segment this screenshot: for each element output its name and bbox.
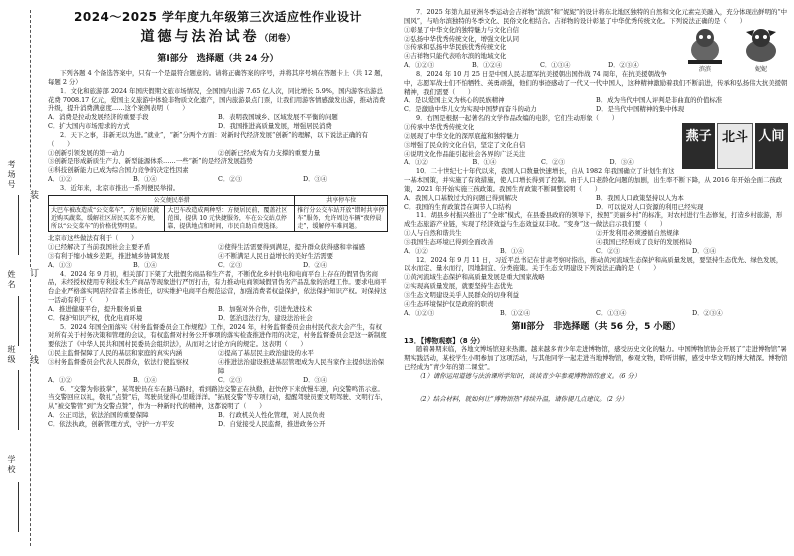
q4-option-d: D．惩治违法行为，建设法治社会 <box>218 313 313 322</box>
q3-option-c: C．②③ <box>218 260 243 269</box>
binding-strip <box>0 0 44 556</box>
q5-item-1: ①民主监督保障了人民的基层和家庭的真实内涵 <box>48 349 183 358</box>
part1-heading: 第Ⅰ部分 选择题（共 24 分） <box>157 54 279 64</box>
q6-option-d: D．自觉接受人民监督，推进政务公开 <box>218 419 326 428</box>
q6-option-b: B．行政机关人性化管理，对人民负责 <box>218 411 325 420</box>
book-cover-2: 北斗 <box>717 123 752 169</box>
binding-mark-ding: 订 <box>28 268 38 277</box>
question-2: 2．天下之事，非新无以为进。”就业”，“新”分两个方面：对新时代经济发展“创新”的理解，以下说法正确的有（ ） ①创新引领发展的第一动力 ②创新已经成为有力支撑的重要力量 ③创新是形成新质生产力、新型能源体系……一些“新”的是经济发展趋势 ④科技创新能力已成为综合国力竞争的决定性因素 A．①② B．①④ C．②③ D．③④ <box>48 131 388 184</box>
q3-option-b: B．①④ <box>133 260 157 269</box>
q4-option-b: B．加强对外合作，引进先进技术 <box>218 304 313 313</box>
q12-option-d: D．②③④ <box>692 308 723 317</box>
q11-option-a: A．①② <box>404 246 428 255</box>
q7-item-4: ④吉祥物只能代表哈尔滨的地域文化 <box>404 52 507 61</box>
q1-option-a: A．消费是拉动发展经济的重要手段 <box>48 113 149 122</box>
question-10: 10．二十世纪七十年代以来，我国人口数量快速增长，自从 1982 年我国确立了计划生育这一基本国策，并实施了有效措施，使人口增长得到了控制。由于人口老龄化问题的加剧，出生率不断下降，从 2016 年开始全面二孩政策，2021 年开始实施三孩政策。我国生育政策不断调整说明（ ） A．我国人口基数过大的问题已得到解决 B．我国人口政策坚持以人为本 C．我国的生育政策旨在调节人口结构 D．可以说对人口资源的利用已经实现 <box>404 167 788 211</box>
q8-option-b: B．成为当代中国人评判是非曲直的价值标准 <box>596 96 723 105</box>
q12-item-1: ①黄河流域生态保护和高质量发展是重大国家战略 <box>404 273 545 282</box>
question-11: 11．胡县乡村振兴推出了“全球”模式，在县委县政府的领导下，按照“美丽乡村”的标准，对农村进行生态修复，打造乡村旅游，形成生态旅游产业链，实现了经济效益与生态效益双丰收。“变身”这一做法启示我们要（ ） ①人与自然和谐共生 ②开发利用必须遵循自然规律 ③我国生态环境已得到全面改善 ④我国已经形成了良好的发展格局 A．①② B．①④ C．②③ D．③④ <box>404 211 788 255</box>
question-9: 9．右图是根据一起著名的文学作品改编的电影，它们生动形象（ ） 燕子 北斗 人间 ①传承中华优秀传统文化 ②展现了中华文化的深厚底蕴和独特魅力 ③增强了民众的文化自信，坚定了文化自信 ④说明文化作品能引起社会各界的广泛关注 A．①② B．①④ C．②③ D．③④ <box>404 114 788 167</box>
q6-option-a: A．公正司法，依法治国的重要保障 <box>48 411 149 420</box>
q9-item-2: ②展现了中华文化的深厚底蕴和独特魅力 <box>404 131 520 140</box>
q2-option-b: B．①④ <box>133 175 157 184</box>
q9-option-c: C．②③ <box>541 158 566 167</box>
q5-item-4: ④推进法治建设推进基层管理成为人民当家作主提供法治保障 <box>218 358 385 375</box>
q7-option-a: A．①②③ <box>404 61 435 70</box>
q12-option-b: B．①②④ <box>500 308 531 317</box>
book-cover-3: 人间 <box>755 123 788 169</box>
q10-option-d: D．可以说对人口资源的利用已经实现 <box>596 202 704 211</box>
q2-item-3: ③创新是形成新质生产力、新型能源体系……一些“新”的是经济发展趋势 <box>48 157 253 166</box>
mascot-nini-image <box>736 26 786 66</box>
q9-item-1: ①传承中华优秀传统文化 <box>404 122 475 131</box>
mascot-binbin-image <box>680 26 730 66</box>
q10-option-b: B．我国人口政策坚持以人为本 <box>596 193 684 202</box>
q5-option-c: C．②③ <box>218 375 243 384</box>
question-12: 12．2024 年 9 月 11 日，习近平总书记在甘肃考察时指出，推动黄河流域生态保护和高质量发展，要坚持生态优先、绿色发展，以水而定、量水而行，因地制宜、分类施策。关于生态文明建设下列说法正确的是（ ） ①黄河流域生态保护和高质量发展是重大国家战略 ②实现高质量发展，就要坚持生态优先 ③生态文明建设关乎人民群众的切身利益 ④生态环境保护仅是政府的职责 A．①②③ B．①②④ C．①③④ D．②③④ <box>404 256 788 318</box>
binding-blank-class <box>18 370 19 430</box>
q5-item-3: ③村务监督委员会代表人民群众，依法行使监察权 <box>48 358 189 366</box>
q11-item-4: ④我国已经形成了良好的发展格局 <box>596 237 692 246</box>
binding-label-name: 姓名 <box>7 270 16 290</box>
q5-option-b: B．①④ <box>133 375 157 384</box>
q10-option-a: A．我国人口基数过大的问题已得到解决 <box>404 193 518 202</box>
binding-label-school: 学校 <box>7 455 16 475</box>
q3-table-cell: 推行分公交车站开放“错时共享停车”服务，允许周边车辆“夜停晨走”，缓解停车难问题。 <box>295 206 388 232</box>
q6-option-c: C．依法执政，创新管理方式，守护一方平安 <box>48 419 175 428</box>
right-column <box>404 8 788 404</box>
q9-book-covers <box>682 123 788 169</box>
q1-option-d: D．我国推进高质量发展，增强居民消费 <box>218 122 332 131</box>
q3-table <box>48 195 388 232</box>
q12-item-3: ③生态文明建设关乎人民群众的切身利益 <box>404 291 520 299</box>
q7-option-d: D．②③④ <box>608 61 639 70</box>
q3-item-2: ②使得生活需要得到满足，提升群众获得感和幸福感 <box>218 243 365 252</box>
question-7: 7．2025 年第九届亚洲冬季运动会吉祥物“滨滨”和“妮妮”的设计将东北地区独特的自然和文化元素完美融入，充分体现出鲜明的“中国风”，与哈尔滨独特的冬季文化、民俗文化相结合。吉祥物的设计彰显了中华优秀传统文化。下列说法正确的是（ ） 滨滨 妮妮 ①彰显了中华文化的独特魅力与文化自信 ②弘扬中华优秀传统文化，增强文化认同 ③传承和弘扬中华民族优秀传统文化 ④吉祥物只能代表哈尔滨的地域文化 A．①②③ B．①②④ C．①③④ D．②③④ <box>404 8 788 73</box>
q7-item-2: ②弘扬中华优秀传统文化，增强文化认同 <box>404 34 520 43</box>
q2-item-2: ②创新已经成为有力支撑的重要力量 <box>218 148 321 157</box>
q1-option-b: B．表明我国城乡、区域发展不平衡的问题 <box>218 113 338 122</box>
q2-option-d: D．③④ <box>303 175 328 184</box>
exam-title: 2024～2025 学年度九年级第三次适应性作业设计 <box>74 10 362 24</box>
q7-mascot-figure <box>680 26 788 74</box>
q9-option-d: D．③④ <box>609 158 634 167</box>
q9-item-4: ④说明文化作品能引起社会各界的广泛关注 <box>404 149 526 158</box>
q3-option-d: D．②④ <box>303 260 328 269</box>
q5-option-a: A．①② <box>48 375 72 384</box>
q3-table-cell: 大巴车改造成两种型：方便居民前，覆盖社区范围，提供 10 元快捷服务，车在公交站点停靠，提供地点和时间，市民自助自费选择。 <box>165 206 295 232</box>
q7-item-1: ①彰显了中华文化的独特魅力与文化自信 <box>404 25 520 34</box>
q2-item-1: ①创新引领发展的第一动力 <box>48 148 125 157</box>
q13-sub-2: （2）结合材料，就如何让“博物馆热”持续升温，请你提几点建议。（2 分） <box>416 394 628 403</box>
q3-item-3: ③有利于缩小城乡差距，推进城乡协调发展 <box>48 251 170 260</box>
q11-item-2: ②开发利用必须遵循自然规律 <box>596 229 680 238</box>
question-1: 1．文化和旅游部 2024 年国庆假期文旅市场情况，全国国内出游 7.65 亿人次，同比增长 5.9%，国内游客出游总花费 7008.17 亿元，爱国主义旅游中体验非物质文化遗产，国内旅游景点门票，让我们用游客情感激发出游，推动消费升级，提升消费满意度……这个案例表明（ ） A．消费是拉动发展经济的重要手段 B．表明我国城乡、区域发展不平衡的问题 C．扩大国内市场需求的方式 D．我国推进高质量发展，增强居民消费 <box>48 87 388 131</box>
q13-label: 13．【博物观察】（8 分） <box>404 336 485 345</box>
binding-label-room: 考场号 <box>7 160 16 190</box>
part2-heading: 第Ⅱ部分 非选择题（共 56 分，5 小题） <box>511 321 681 332</box>
q9-option-a: A．①② <box>404 158 428 167</box>
q3-table-header-bus: 公交便民举措 <box>49 195 295 206</box>
q7-caption-nini: 妮妮 <box>754 65 767 73</box>
q3-item-4: ④不断满足人民日益增长的美好生活需要 <box>218 251 334 260</box>
q13-sub-1: （1）请你运用道德与法治课所学知识，谈谈青少年参观博物馆的意义。（6 分） <box>416 371 641 380</box>
q2-item-4: ④科技创新能力已成为综合国力竞争的决定性因素 <box>48 166 189 175</box>
q11-option-c: C．②③ <box>596 246 621 255</box>
question-3: 3．近年来，北京市推出一系列便民举措。 公交便民举措 共享停车位 大巴车被改造成“公交菜车”，方便居民就近购买蔬菜，缓解社区居民买菜不方便，所以“公交菜车”的价格优势明显。 大巴车改造成两种型：方便居民前，覆盖社区范围，提供 10 元快捷服务，车在公交站点停靠，提供地点和时间，市民自助自费选择。 推行分公交车站开放“错时共享停车”服务，允许周边车辆“夜停晨走”，缓解停车难问题。 北京市这些做法有利于（ ） ①已经解决了当前我国社会主要矛盾 ②使得生活需要得到满足，提升群众获得感和幸福感 ③有利于缩小城乡差距，推进城乡协调发展 ④不断满足人民日益增长的美好生活需要 A．①③ B．①④ C．②③ D．②④ <box>48 184 388 270</box>
q4-option-c: C．保护知识产权，优化电商环境 <box>48 313 143 322</box>
exam-subject: 道德与法治试卷（闭卷） <box>140 29 296 45</box>
part1-instruction: 下列各题 4 个备选答案中，只有一个是最符合题意的。请将正确答案的序号，并将其序号填在答题卡上（共 12 题，每题 2 分） <box>48 69 388 86</box>
q5-item-2: ②提高了基层民主政治建设的水平 <box>218 349 314 358</box>
q3-item-1: ①已经解决了当前我国社会主要矛盾 <box>48 243 151 252</box>
question-13 <box>404 337 788 404</box>
q12-item-2: ②实现高质量发展，就要坚持生态优先 <box>404 282 513 291</box>
q1-option-c: C．扩大国内市场需求的方式 <box>48 122 130 131</box>
q11-item-3: ③我国生态环境已得到全面改善 <box>404 237 494 246</box>
q7-option-b: B．①②④ <box>472 61 503 70</box>
q8-option-c: C．是激励中华儿女为实现中国梦而奋斗的动力 <box>404 105 537 114</box>
q9-item-3: ③增强了民众的文化自信，坚定了文化自信 <box>404 140 526 149</box>
q12-option-a: A．①②③ <box>404 308 435 317</box>
binding-blank-room <box>18 195 19 255</box>
q2-option-a: A．①② <box>48 175 72 184</box>
question-4: 4．2024 年 9 月初，相关部门下架了大批假劣商品和生产者，不断优化乡村供电和电商平台上存在的假冒伪劣商品，未经授权使用专利技术生产商品等现象进行严厉打击，有力推动电商领域假冒伪劣产品乱象的治理工作。要求电商平台企业严格落实网店经营者主体责任，切实维护电商平台规范运营，加强消费者权益保护，依法保护知识产权。对保持这一活动有利于（ ） A．推进健康平台，提升服务质量 B．加强对外合作，引进先进技术 C．保护知识产权，优化电商环境 D．惩治违法行为，建设法治社会 <box>48 269 387 322</box>
q7-option-c: C．①③④ <box>540 61 571 70</box>
q7-caption-binbin: 滨滨 <box>698 65 711 73</box>
q3-table-header-parking: 共享停车位 <box>295 195 388 206</box>
book-cover-1: 燕子 <box>682 123 715 169</box>
question-6: 6．“交警为你鼓掌”，某驾驶员在车在路马路时，看到路边交警正在执勤，赶快停下来放慢车速，向交警鸣笛示意。当交警回应以礼，敬礼“点赞”后，驾驶员觉得心里暖洋洋。“拓展交警”等专项行动，提醒驾驶员要文明驾驶、文明行车，从“被交警管”到“为交警点赞”，作为一种新时代的精神，这都说明了（ ） A．公正司法，依法治国的重要保障 B．行政机关人性化管理，对人民负责 C．依法执政，创新管理方式，守护一方平安 D．自觉接受人民监督，推进政务公开 <box>48 384 387 428</box>
q5-option-d: D．③④ <box>303 375 328 384</box>
q3-table-cell: 大巴车被改造成“公交菜车”，方便居民就近购买蔬菜，缓解社区居民买菜不方便，所以“公交菜车”的价格优势明显。 <box>49 206 165 232</box>
q11-option-d: D．③④ <box>692 246 717 255</box>
q11-item-1: ①人与自然和谐共生 <box>404 229 462 238</box>
binding-mark-zhuang: 装 <box>28 190 38 199</box>
q8-option-a: A．是以爱国主义为核心的民族精神 <box>404 96 505 105</box>
binding-blank-name <box>18 296 19 346</box>
q7-item-3: ③传承和弘扬中华民族优秀传统文化 <box>404 43 507 52</box>
binding-label-class: 班级 <box>7 345 16 365</box>
q4-option-a: A．推进健康平台，提升服务质量 <box>48 304 143 313</box>
q3-option-a: A．①③ <box>48 260 72 269</box>
binding-mark-xian: 线 <box>28 355 38 364</box>
q12-item-4: ④生态环境保护仅是政府的职责 <box>404 299 494 308</box>
q9-option-b: B．①④ <box>472 158 497 167</box>
q13-material: 随着暑期来临，各地文博场馆迎来热潮。越来越多青少年走进博物馆，感受历史文化的魅力。中国博物馆协会开展了“走进博物馆”暑期实践活动，某校学生小明参加了这项活动，与其他同学一起走进当地博物馆，参观文物，聆听讲解，感受中华文明的博大精深。博物馆已经成为“青少年的第二课堂”。 <box>404 345 788 372</box>
question-5: 5．2024 年国全面落实《村务监督委员会工作规程》工作，2024 年，村务监督委员会由村民代表大会产生，有权对所有关于村务决策和管理的会议，有权监督对村务公开事项的落实检查推进作用的决定，村务监督委员会是这一新制度要依法了《中华人民共和国村民委员会组织法》，从而对之讨论方向的规定。这表明（ ） ①民主监督保障了人民的基层和家庭的真实内涵 ②提高了基层民主政治建设的水平 ③村务监督委员会代表人民群众，依法行使监察权 ④推进法治建设推进基层管理成为人民当家作主提供法治保障 A．①② B．①④ C．②③ D．③④ <box>48 322 387 384</box>
q11-option-b: B．①④ <box>500 246 524 255</box>
left-column <box>48 8 388 429</box>
q8-option-d: D．是当代中国精神的集中体现 <box>596 105 685 114</box>
q12-option-c: C．①③④ <box>596 308 627 317</box>
question-8: 8．2024 年 10 月 25 日是中国人民志愿军抗美援朝出国作战 74 周年，在抗美援朝战争中，志愿军战士们不怕牺牲、英勇顽强，他们的事迹感动了一代又一代中国人，这种精神激励着我们不断前进，传承和弘扬伟大抗美援朝精神，我们需要（ ） A．是以爱国主义为核心的民族精神 B．成为当代中国人评判是非曲直的价值标准 C．是激励中华儿女为实现中国梦而奋斗的动力 D．是当代中国精神的集中体现 <box>404 69 788 114</box>
q10-option-c: C．我国的生育政策旨在调节人口结构 <box>404 202 512 211</box>
binding-dashed-line <box>30 10 31 546</box>
q2-option-c: C．②③ <box>218 175 243 184</box>
binding-blank-school <box>18 482 19 532</box>
